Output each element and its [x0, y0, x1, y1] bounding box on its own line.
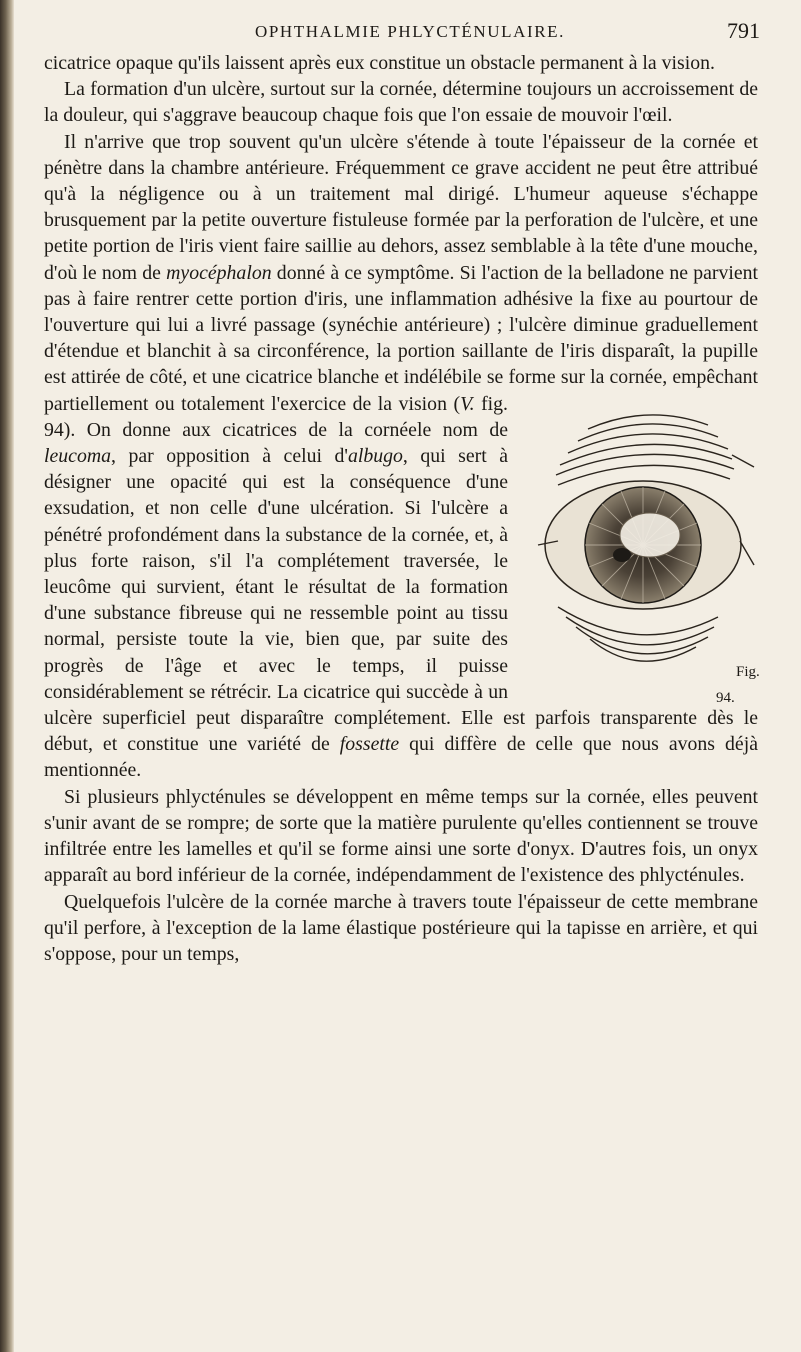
figure-94: [518, 395, 760, 706]
body-paragraph: [44, 50, 758, 76]
eye-illustration-icon: [518, 395, 758, 685]
text-run: Quelquefois l'ulcère de la cornée marche à travers toute l'épaisseur de cette membrane qu'il perfore, à l'exception de la lame élastique postérieure qui la tapisse en arrière, et qui s'oppose, pour un temps,: [44, 890, 758, 965]
italic-term: myocéphalon: [166, 261, 272, 284]
body-paragraph: [44, 784, 758, 889]
page-binding-edge: [0, 0, 14, 1352]
text-run: Si plusieurs phlycténules se développent en même temps sur la cornée, elles peuvent s'unir avant de se rompre; de sorte que la matière purulente qu'elles contiennent se trouve infiltrée entre les lamelles et qu'il se forme ainsi une sorte d'onyx. D'autres fois, un onyx apparaît au bord inférieur de la cornée, indépendamment de l'existence des phlycténules.: [44, 785, 758, 887]
page-header: [60, 18, 760, 48]
body-paragraph: [44, 129, 758, 784]
running-title: OPHTHALMIE PHLYCTÉNULAIRE.: [255, 22, 565, 41]
italic-term: albugo: [347, 445, 403, 468]
text-run: fig. 94). On donne aux cicatrices de la cornéele nom de: [44, 392, 508, 441]
text-run: Il n'arrive que trop souvent qu'un ulcère s'étende à toute l'épaisseur de la cornée et pénètre dans la chambre antérieure. Fréquemment ce grave accident ne peut être attribué qu'à la négligence ou à un traitement mal dirigé. L'humeur aqueuse s'échappe brusquement par la petite ouverture fistuleuse formée par la perforation de l'ulcère, et une petite portion de l'iris vient faire saillie au dehors, assez semblable à la tête d'une mouche, d'où le nom de: [44, 130, 758, 284]
text-run: donné à ce symptôme. Si l'action de la belladone ne parvient pas à faire rentrer cette portion d'iris, une inflammation adhésive la fixe au pourtour de l'ouverture qui lui a livré passage (synéchie antérieure) ; l'ulcère diminue graduellement d'étendue et blanchit à sa circonférence, la portion saillante de l'iris disparaît, la pupille est attirée de côté, et une cicatrice blanche et indélébile se forme sur la cornée, empêchant partiellement ou totalement l'exercice de la vision (: [44, 261, 759, 415]
text-run: La formation d'un ulcère, surtout sur la cornée, détermine toujours un accroissement de la douleur, qui s'aggrave beaucoup chaque fois que l'on essaie de mouvoir l'œil.: [44, 78, 758, 127]
text-run: cicatrice opaque qu'ils laissent après eux constitue un obstacle permanent à la vision.: [44, 52, 715, 74]
page-number: 791: [727, 18, 760, 43]
italic-term: leucoma: [44, 445, 112, 468]
text-run: qui diffère de celle que nous avons déjà mentionnée.: [44, 733, 758, 782]
italic-term: V.: [460, 392, 475, 415]
page-body: [44, 50, 758, 967]
body-paragraph: [44, 889, 758, 968]
body-paragraph: [44, 76, 758, 128]
italic-term: fossette: [339, 733, 400, 756]
figure-caption: Fig. 94.: [716, 663, 760, 706]
text-run: , par opposition à celui d': [111, 445, 348, 468]
text-run: , qui sert à désigner une opacité qui est la conséquence d'une exsudation, et non celle d'une ulcération. Si l'ulcère a pénétré profondément dans la substance de la cornée, et, à plus forte raison, s'il l'a complétement traversée, le leucôme qui survient, étant le résultat de la formation d'une substance fibreuse qui ne ressemble point au tissu normal, persiste toute la vie, bien que, par suite des progrès de l'âge et avec le temps, il puisse considérablement se rétrécir. La cicatrice qui succède à un ulcère superficiel peut disparaître complétement. Elle est parfois transparente dès le début, et constitue une variété de: [44, 445, 758, 756]
